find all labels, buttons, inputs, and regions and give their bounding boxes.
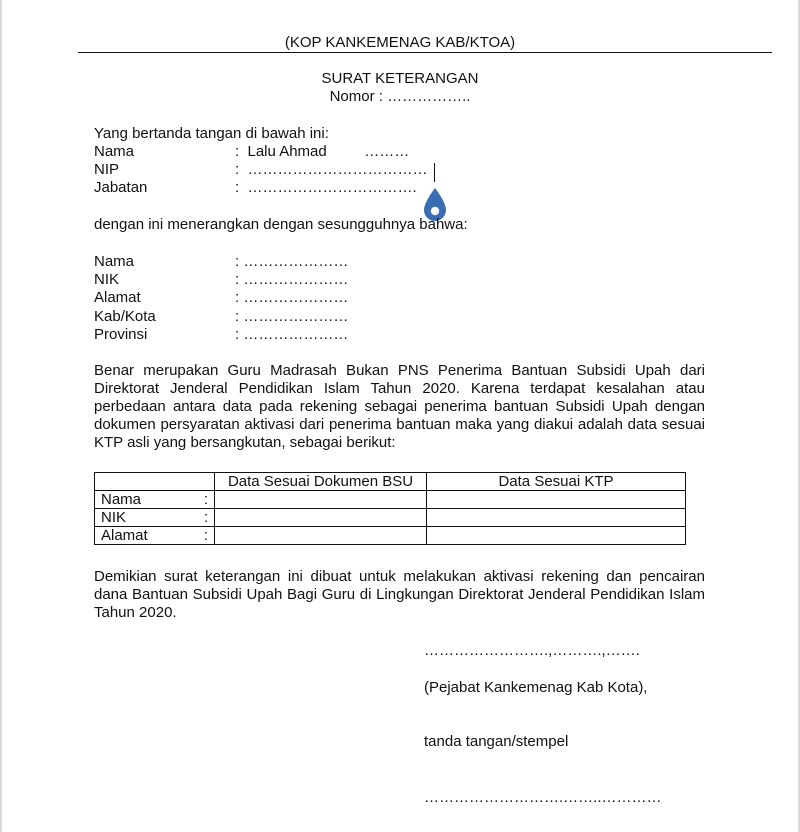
signer-name-label: Nama [94,143,135,160]
statement-text: dengan ini menerangkan dengan sesungguhnya bahwa: [94,216,468,233]
subject-province-label: Provinsi [94,326,148,343]
signer-position-label: Jabatan [94,179,148,196]
letterhead-placeholder: (KOP KANKEMENAG KAB/KTOA) [284,34,516,51]
table-cell-bsu[interactable] [215,527,427,545]
table-row-separator: : [203,491,208,508]
table-row-separator: : [203,527,208,544]
subject-address-value[interactable]: : ………………… [235,289,349,306]
signer-intro: Yang bertanda tangan di bawah ini: [94,125,329,142]
signer-nip-label: NIP [94,161,120,178]
subject-province-value[interactable]: : ………………… [235,326,349,343]
document-number: Nomor : …………….. [329,88,471,105]
table-cell-ktp[interactable] [427,527,686,545]
signature-place-date[interactable]: …………………….,……….,……. [424,642,640,659]
table-row-label: NIK [101,509,127,526]
table-row-label-cell [95,527,215,545]
subject-city-value[interactable]: : ………………… [235,308,349,325]
document-title: SURAT KETERANGAN [321,70,479,87]
table-row [95,527,686,545]
data-comparison-table [94,472,686,545]
table-cell-ktp[interactable] [427,509,686,527]
subject-name-label: Nama [94,253,135,270]
letterhead-rule [78,52,772,53]
subject-nik-value[interactable]: : ………………… [235,271,349,288]
subject-nik-label: NIK [94,271,120,288]
subject-city-label: Kab/Kota [94,308,156,325]
signature-stamp-note: tanda tangan/stempel [424,733,569,750]
signer-position-value[interactable]: : ……………………………. [235,179,417,196]
table-row [95,509,686,527]
table-row-label-cell [95,509,215,527]
closing-paragraph: Demikian surat keterangan ini dibuat untuk melakukan aktivasi rekening dan pencairan dana Bantuan Subsidi Upah Bagi Guru di Lingkungan Direktorat Jenderal Pendidikan Islam Tahun 2020. [94,568,705,621]
signer-nip-value[interactable]: : ……………………………… [235,161,428,178]
table-row-label: Nama [101,491,142,508]
table-header-blank [95,473,215,491]
table-cell-bsu[interactable] [215,509,427,527]
subject-name-value[interactable]: : ………………… [235,253,349,270]
subject-address-label: Alamat [94,289,141,306]
document-title-block [0,70,800,106]
table-cell-bsu[interactable] [215,491,427,509]
body-paragraph: Benar merupakan Guru Madrasah Bukan PNS Penerima Bantuan Subsidi Upah dari Direktorat Jenderal Pendidikan Islam Tahun 2020. Karena terdapat kesalahan atau perbedaan antara data pada rekening sebagai penerima bantuan Subsidi Upah dengan dokumen persyaratan aktivasi dari penerima bantuan maka yang diakui adalah data sesuai KTP asli yang bersangkutan, sebagai berikut: [94,362,705,451]
table-header-ktp: Data Sesuai KTP [427,473,686,491]
table-row-separator: : [203,509,208,526]
signature-name-line[interactable]: ……………………….……..………… [424,789,662,806]
signature-official-title: (Pejabat Kankemenag Kab Kota), [424,679,648,696]
text-cursor [434,163,435,182]
table-row-label-cell [95,491,215,509]
table-row [95,491,686,509]
table-header-bsu: Data Sesuai Dokumen BSU [215,473,427,491]
table-cell-ktp[interactable] [427,491,686,509]
signer-name-value[interactable]: : Lalu Ahmad ……… [235,143,410,160]
table-row-label: Alamat [101,527,148,544]
table-header-row [95,473,686,491]
